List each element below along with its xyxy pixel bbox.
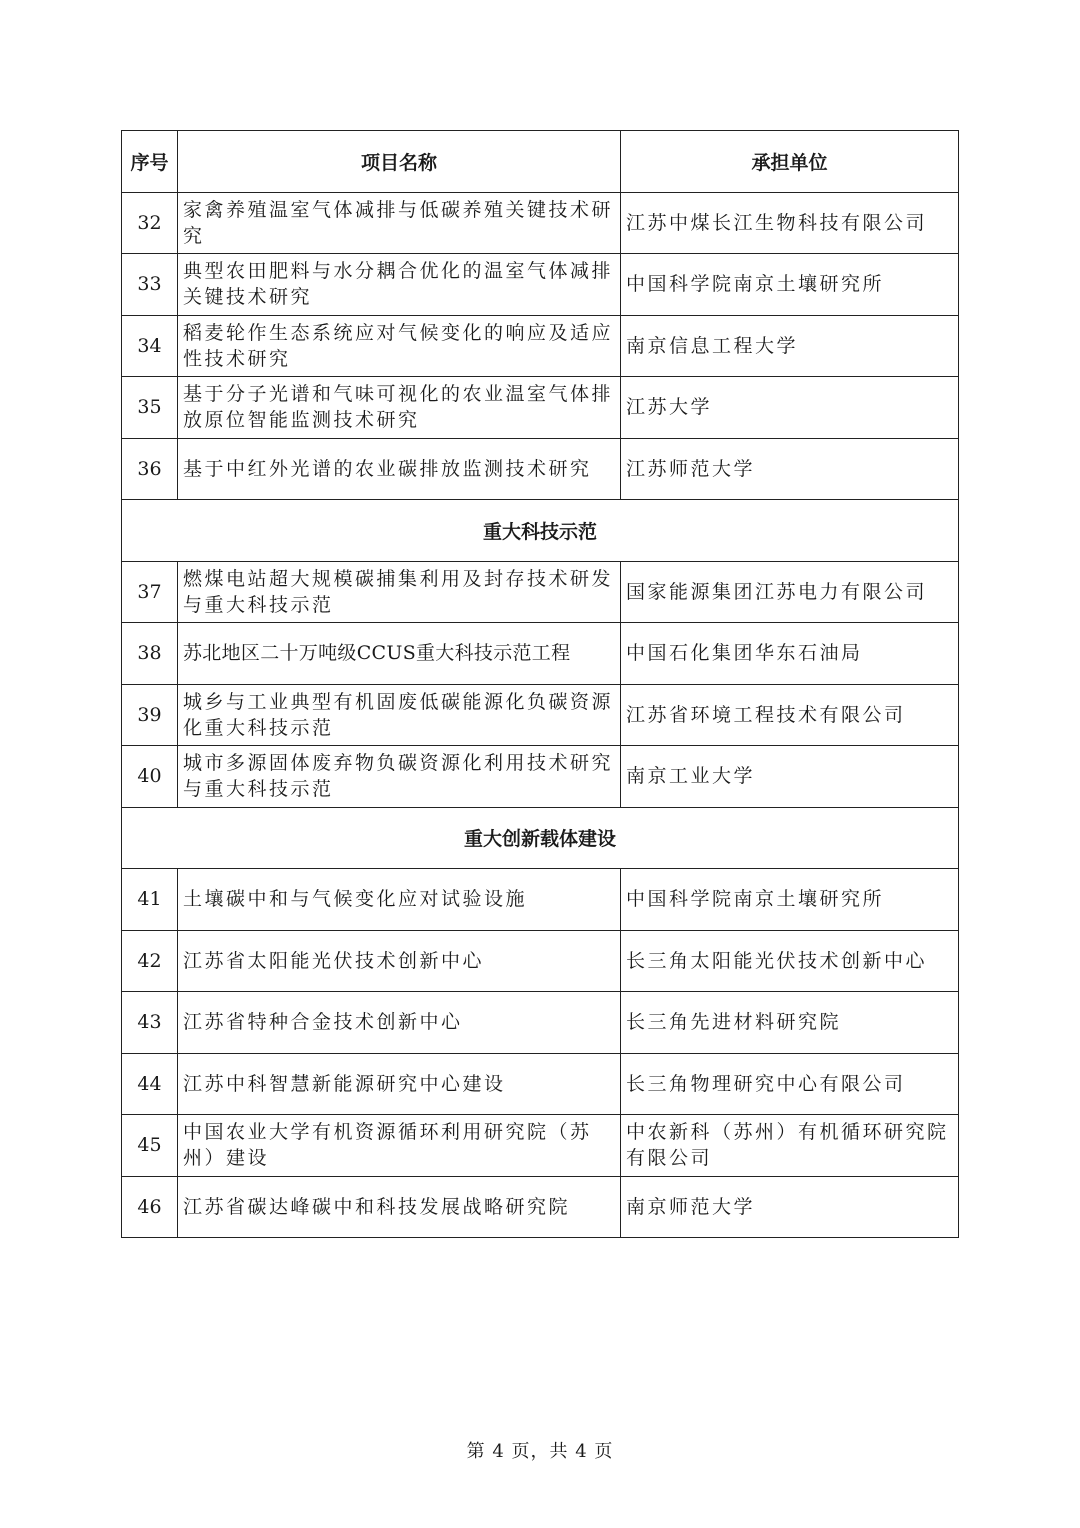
- row-number: 32: [122, 192, 178, 254]
- project-name: 土壤碳中和与气候变化应对试验设施: [178, 869, 621, 931]
- project-name: 家禽养殖温室气体减排与低碳养殖关键技术研究: [178, 192, 621, 254]
- undertaking-unit: 江苏中煤长江生物科技有限公司: [621, 192, 959, 254]
- row-number: 33: [122, 254, 178, 316]
- row-number: 41: [122, 869, 178, 931]
- undertaking-unit: 江苏师范大学: [621, 438, 959, 500]
- table-row: [122, 623, 959, 685]
- section-row: [122, 807, 959, 869]
- row-number: 43: [122, 992, 178, 1054]
- table-row: [122, 1176, 959, 1238]
- row-number: 45: [122, 1115, 178, 1177]
- row-number: 44: [122, 1053, 178, 1115]
- row-number: 38: [122, 623, 178, 685]
- page-number-footer: 第 4 页，共 4 页: [466, 1441, 614, 1462]
- header-no: 序号: [122, 131, 178, 193]
- table-row: [122, 869, 959, 931]
- undertaking-unit: 江苏省环境工程技术有限公司: [621, 684, 959, 746]
- project-name: 苏北地区二十万吨级CCUS重大科技示范工程: [178, 623, 621, 685]
- undertaking-unit: 中国石化集团华东石油局: [621, 623, 959, 685]
- table-row: [122, 192, 959, 254]
- table-body: [122, 192, 959, 1238]
- table-row: [122, 1053, 959, 1115]
- row-number: 34: [122, 315, 178, 377]
- table-row: [122, 1115, 959, 1177]
- table-row: [122, 684, 959, 746]
- undertaking-unit: 南京师范大学: [621, 1176, 959, 1238]
- row-number: 40: [122, 746, 178, 808]
- row-number: 36: [122, 438, 178, 500]
- table-row: [122, 377, 959, 439]
- table-row: [122, 254, 959, 316]
- project-name: 城市多源固体废弃物负碳资源化利用技术研究与重大科技示范: [178, 746, 621, 808]
- project-name: 城乡与工业典型有机固废低碳能源化负碳资源化重大科技示范: [178, 684, 621, 746]
- table-row: [122, 930, 959, 992]
- undertaking-unit: 长三角太阳能光伏技术创新中心: [621, 930, 959, 992]
- table-row: [122, 992, 959, 1054]
- table-row: [122, 561, 959, 623]
- undertaking-unit: 国家能源集团江苏电力有限公司: [621, 561, 959, 623]
- project-name: 江苏中科智慧新能源研究中心建设: [178, 1053, 621, 1115]
- row-number: 42: [122, 930, 178, 992]
- header-project-name: 项目名称: [178, 131, 621, 193]
- table-row: [122, 315, 959, 377]
- project-name: 典型农田肥料与水分耦合优化的温室气体减排关键技术研究: [178, 254, 621, 316]
- project-name: 基于中红外光谱的农业碳排放监测技术研究: [178, 438, 621, 500]
- undertaking-unit: 长三角物理研究中心有限公司: [621, 1053, 959, 1115]
- undertaking-unit: 江苏大学: [621, 377, 959, 439]
- row-number: 37: [122, 561, 178, 623]
- table-row: [122, 438, 959, 500]
- undertaking-unit: 中国科学院南京土壤研究所: [621, 254, 959, 316]
- row-number: 46: [122, 1176, 178, 1238]
- section-row: [122, 500, 959, 562]
- project-name: 稻麦轮作生态系统应对气候变化的响应及适应性技术研究: [178, 315, 621, 377]
- project-name: 燃煤电站超大规模碳捕集利用及封存技术研发与重大科技示范: [178, 561, 621, 623]
- project-name: 中国农业大学有机资源循环利用研究院（苏州）建设: [178, 1115, 621, 1177]
- undertaking-unit: 中国科学院南京土壤研究所: [621, 869, 959, 931]
- section-heading: 重大创新载体建设: [122, 807, 959, 869]
- project-name: 基于分子光谱和气味可视化的农业温室气体排放原位智能监测技术研究: [178, 377, 621, 439]
- row-number: 35: [122, 377, 178, 439]
- table-row: [122, 746, 959, 808]
- row-number: 39: [122, 684, 178, 746]
- project-name: 江苏省特种合金技术创新中心: [178, 992, 621, 1054]
- project-name: 江苏省太阳能光伏技术创新中心: [178, 930, 621, 992]
- header-unit: 承担单位: [621, 131, 959, 193]
- undertaking-unit: 南京信息工程大学: [621, 315, 959, 377]
- undertaking-unit: 中农新科（苏州）有机循环研究院有限公司: [621, 1115, 959, 1177]
- undertaking-unit: 长三角先进材料研究院: [621, 992, 959, 1054]
- undertaking-unit: 南京工业大学: [621, 746, 959, 808]
- table-header-row: [122, 131, 959, 193]
- project-table: [121, 130, 959, 1238]
- section-heading: 重大科技示范: [122, 500, 959, 562]
- project-name: 江苏省碳达峰碳中和科技发展战略研究院: [178, 1176, 621, 1238]
